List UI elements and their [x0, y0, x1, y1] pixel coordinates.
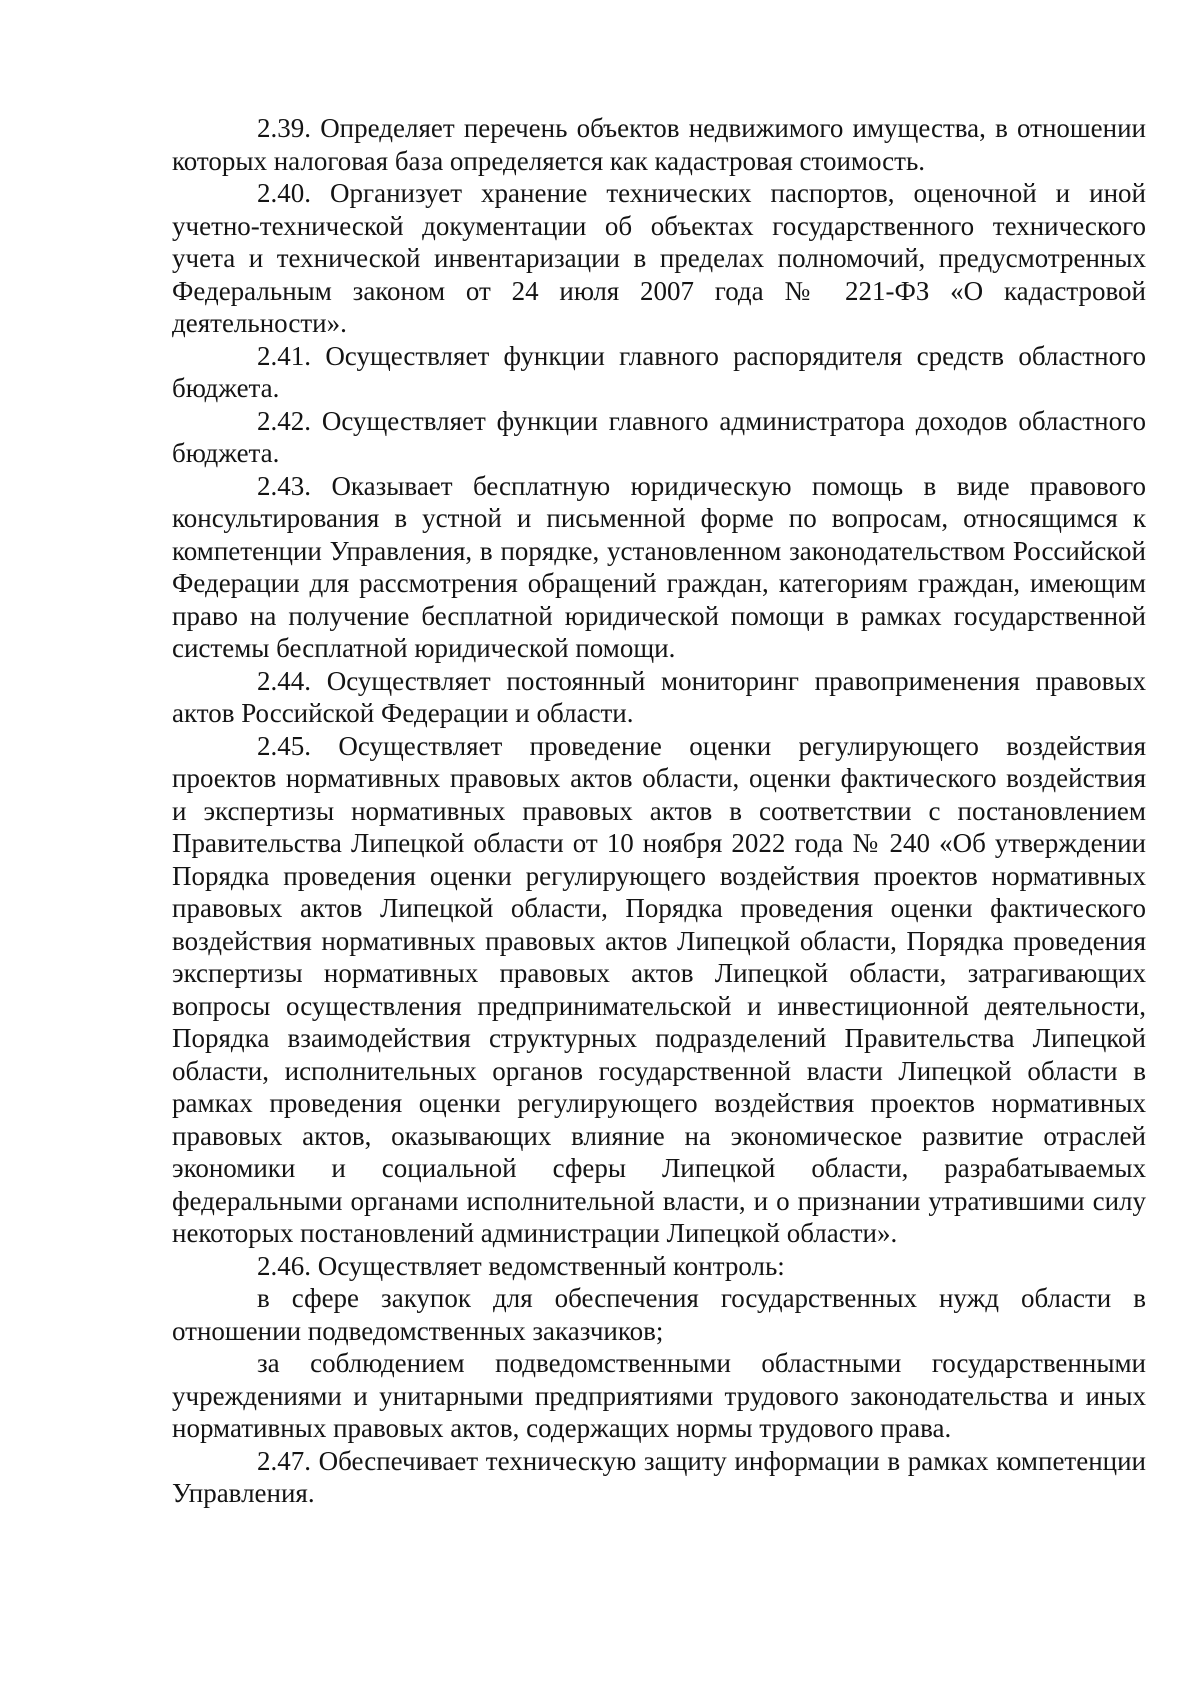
- paragraph-text: Осуществляет функции главного распорядителя средств областного бюджета.: [172, 340, 1146, 403]
- paragraph-text: Осуществляет функции главного администратора доходов областного бюджета.: [172, 405, 1147, 468]
- paragraph-2-45: [172, 730, 1146, 1250]
- paragraph-2-43: [172, 470, 1146, 665]
- paragraph-2-39: [172, 112, 1146, 177]
- paragraph-text: Определяет перечень объектов недвижимого имущества, в отношении которых налоговая база определяется как кадастровая стоимость.: [172, 113, 1147, 176]
- paragraph-number: 2.47.: [257, 1445, 311, 1476]
- paragraph-number: 2.44.: [257, 665, 311, 696]
- paragraph-text: Осуществляет проведение оценки регулирующего воздействия проектов нормативных правовых актов области, оценки фактического воздействия и экспертизы нормативных правовых актов в соответствии с постановлением Правительства Липецкой области от 10 ноября 2022 года № 240 «Об утверждении Порядка проведения оценки регулирующего воздействия проектов нормативных правовых актов Липецкой области, Порядка проведения оценки фактического воздействия нормативных правовых актов Липецкой области, Порядка проведения экспертизы нормативных правовых актов Липецкой области, затрагивающих вопросы осуществления предпринимательской и инвестиционной деятельности, Порядка взаимодействия структурных подразделений Правительства Липецкой области, исполнительных органов государственной власти Липецкой области в рамках проведения оценки регулирующего воздействия проектов нормативных правовых актов, оказывающих влияние на экономическое развитие отраслей экономики и социальной сферы Липецкой области, разрабатываемых федеральными органами исполнительной власти, и о признании утратившими силу некоторых постановлений администрации Липецкой области».: [172, 730, 1147, 1248]
- paragraph-2-41: [172, 340, 1146, 405]
- paragraph-number: 2.40.: [257, 178, 311, 208]
- document-body: [172, 112, 1146, 1510]
- paragraph-text: Осуществляет постоянный мониторинг правоприменения правовых актов Российской Федерации и области.: [172, 665, 1147, 728]
- paragraph-text: Организует хранение технических паспортов, оценочной и иной учетно-технической документации об объектах государственного технического учета и технической инвентаризации в пределах полномочий, предусмотренных Федеральным законом от 24 июля 2007 года № 221-ФЗ «О кадастровой деятельности».: [172, 178, 1146, 338]
- paragraph-number: 2.39.: [257, 113, 311, 143]
- paragraph-number: 2.46.: [257, 1250, 311, 1281]
- paragraph-2-40: [172, 177, 1146, 340]
- paragraph-2-46-procurement: [172, 1282, 1146, 1347]
- paragraph-2-46: [172, 1250, 1146, 1283]
- paragraph-number: 2.45.: [257, 730, 311, 761]
- paragraph-number: 2.42.: [257, 405, 311, 436]
- paragraph-text: Осуществляет ведомственный контроль:: [317, 1250, 785, 1281]
- paragraph-2-42: [172, 405, 1146, 470]
- paragraph-text: в сфере закупок для обеспечения государственных нужд области в отношении подведомственных заказчиков;: [172, 1283, 1146, 1346]
- paragraph-text: за соблюдением подведомственными областными государственными учреждениями и унитарными предприятиями трудового законодательства и иных нормативных правовых актов, содержащих нормы трудового права.: [172, 1348, 1146, 1443]
- paragraph-text: Оказывает бесплатную юридическую помощь в виде правового консультирования в устной и письменной форме по вопросам, относящимся к компетенции Управления, в порядке, установленном законодательством Российской Федерации для рассмотрения обращений граждан, категориям граждан, имеющим право на получение бесплатной юридической помощи в рамках государственной системы бесплатной юридической помощи.: [172, 470, 1147, 663]
- paragraph-2-44: [172, 665, 1146, 730]
- paragraph-2-46-labor: [172, 1347, 1146, 1445]
- paragraph-number: 2.43.: [257, 470, 311, 501]
- paragraph-2-47: [172, 1445, 1146, 1510]
- paragraph-number: 2.41.: [257, 340, 311, 371]
- paragraph-text: Обеспечивает техническую защиту информации в рамках компетенции Управления.: [172, 1445, 1147, 1508]
